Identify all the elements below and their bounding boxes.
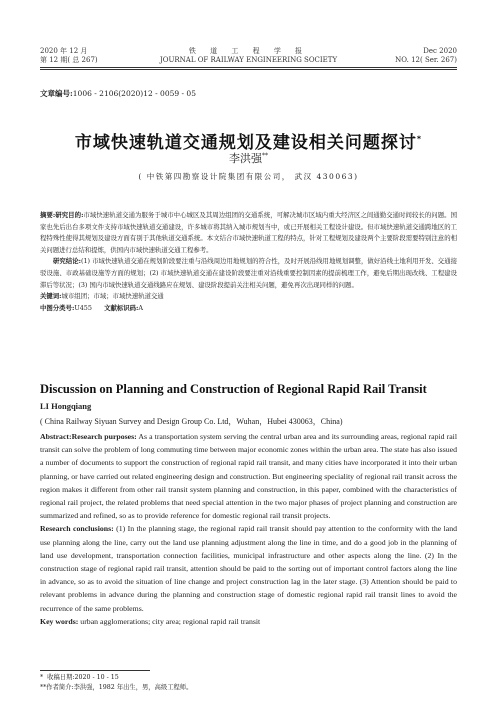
footnote-received-mark: * bbox=[40, 674, 44, 681]
author-cn bbox=[0, 150, 497, 166]
abstract-cn-purpose-label: 研究目的: bbox=[55, 211, 84, 219]
clc-label: 中图分类号: bbox=[40, 303, 75, 312]
doc-code-label: 文献标识码: bbox=[104, 303, 139, 312]
footnote-rule bbox=[40, 670, 150, 671]
doc-code-value: A bbox=[138, 303, 144, 312]
keywords-en-text: urban agglomerations; city area; regional rapid rail transit bbox=[80, 616, 261, 626]
abstract-cn bbox=[40, 210, 457, 314]
footnote-bio-text: 作者简介:李洪强，1982 年出生，男，高级工程师。 bbox=[46, 684, 193, 691]
header-date-en: Dec 2020 bbox=[423, 47, 457, 55]
header-date-cn: 2020 年 12 月 bbox=[40, 47, 88, 55]
keywords-cn-label: 关键词: bbox=[40, 292, 62, 301]
author-cn-footnote-mark: ** bbox=[262, 152, 268, 160]
keywords-en-label: Key words: bbox=[40, 616, 79, 626]
affiliation-en: ( China Railway Siyuan Survey and Design Group Co. Ltd，Wuhan，Hubei 430063，China) bbox=[40, 417, 343, 426]
title-cn-text: 市域快速轨道交通规划及建设相关问题探讨 bbox=[74, 133, 417, 153]
title-en: Discussion on Planning and Construction of Regional Rapid Rail Transit bbox=[40, 382, 427, 396]
abstract-en-conclusion-label: Research conclusions: bbox=[40, 524, 114, 534]
author-cn-name: 李洪强 bbox=[229, 152, 262, 165]
article-number-label: 文章编号: bbox=[40, 89, 73, 98]
article-number-value: 1006 - 2106(2020)12 - 0059 - 05 bbox=[72, 89, 196, 98]
journal-name-en: JOURNAL OF RAILWAY ENGINEERING SOCIETY bbox=[159, 56, 338, 64]
author-en: LI Hongqiang bbox=[40, 401, 92, 411]
keywords-en bbox=[40, 615, 457, 628]
abstract-cn-purpose bbox=[40, 210, 457, 256]
abstract-en-conclusion-text: (1) In the planning stage, the regional rapid rail transit should pay attention to the conformity with the land use planning along the line, carry out the land use planning adjustment along the line in time, and do a good job in the planning of land use development, transportation connection facilities, municipal infrastructure and other aspects along the line. (2) In the construction stage of regional rapid rail transit, attention should be paid to the sorting out of important control factors along the line in advance, so as to avoid the situation of line change and project construction lag in the later stage. (3) Attention should be paid to relevant problems in advance during the planning and construction stage of domestic regional rapid rail transit lines to avoid the recurrence of the same problems. bbox=[40, 524, 457, 613]
article-number bbox=[40, 88, 196, 99]
abstract-cn-conclusion-text: (1) 市域快速轨道交通在规划阶段要注重与沿线周边用地规划的符合性，及时开展沿线用地规划调整，做好沿线土地利用开发、交通接驳设施、市政基础设施等方面的规划；(2) 市域快速轨道交通在建设阶段要注重对沿线重要控制因素的提前梳理工作，避免后期出现改线、工程建设滞后等状况；(3) 国内市域快速轨道交通线路应在规划、建设阶段提前关注相关问题，避免再次出现同样的问题。 bbox=[40, 257, 457, 289]
abstract-en-purpose-text: As a transportation system serving the central urban area and its surrounding areas, regional rapid rail transit can solve the problem of long commuting time between major economic zones within the urban area. The state has also issued a number of documents to support the construction of regional rapid rail transit, and many cities have incorporated it into their urban planning, or have carried out related engineering design and construction. But engineering speciality of regional rail transit across the region makes it different from other rail transit system planning and construction, in this paper, combined with the characteristics of regional rail project, the related problems that need special attention in the two major phases of project planning and construction are summarized and refined, so as to provide reference for domestic regional rail transit projects. bbox=[40, 432, 457, 521]
clc-value: U455 bbox=[74, 303, 92, 312]
affiliation-cn: ( 中铁第四勘察设计院集团有限公司， 武汉 430063) bbox=[138, 172, 359, 181]
footnote-bio-mark: ** bbox=[40, 684, 47, 691]
footnote-received-text: 收稿日期:2020 - 10 - 15 bbox=[47, 674, 119, 681]
header-rule-top bbox=[40, 67, 457, 68]
abstract-en-conclusion bbox=[40, 522, 457, 614]
classification-line bbox=[40, 303, 457, 315]
abstract-en bbox=[40, 430, 457, 628]
header-rule-bottom bbox=[40, 69, 457, 70]
footnote-author-bio bbox=[40, 684, 192, 692]
header-number-cn: 第 12 期( 总 267) bbox=[40, 56, 98, 64]
journal-name-cn: 铁 道 工 程 学 报 bbox=[188, 47, 309, 55]
abstract-en-label: Abstract: bbox=[40, 432, 72, 441]
header-number-en: NO. 12( Ser. 267) bbox=[395, 56, 457, 64]
footnote-received bbox=[40, 674, 119, 682]
keywords-cn bbox=[40, 291, 457, 303]
title-cn-footnote-mark: * bbox=[416, 134, 423, 144]
header-issue-en bbox=[395, 47, 457, 65]
abstract-cn-purpose-text: 市域快速轨道交通为服务于城市中心城区及其周边组团的交通系统，可解决城市区域内重大经济区之间通勤交通时间较长的问题。国家也先后出台多项文件支持市域快速轨道交通建设，许多城市将其纳入城市规划当中，或已开展相关工程设计建设。但市域快速轨道交通跨地区的工程特殊性使得其规划及建设方面有别于其他轨道交通系统。本文结合市域快速轨道工程的特点，针对工程规划及建设两个主要阶段需要特别注意的相关问题进行总结和提炼，供国内市域快速轨道交通工程参考。 bbox=[40, 211, 458, 254]
abstract-en-purpose-label: Research purposes: bbox=[71, 432, 137, 441]
abstract-en-purpose bbox=[40, 430, 457, 522]
abstract-cn-conclusion bbox=[40, 256, 457, 291]
abstract-cn-conclusion-label: 研究结论: bbox=[53, 257, 81, 266]
keywords-cn-text: 城市组团；市域；市域快速轨道交通 bbox=[61, 292, 164, 301]
abstract-cn-label: 摘要: bbox=[40, 211, 56, 219]
